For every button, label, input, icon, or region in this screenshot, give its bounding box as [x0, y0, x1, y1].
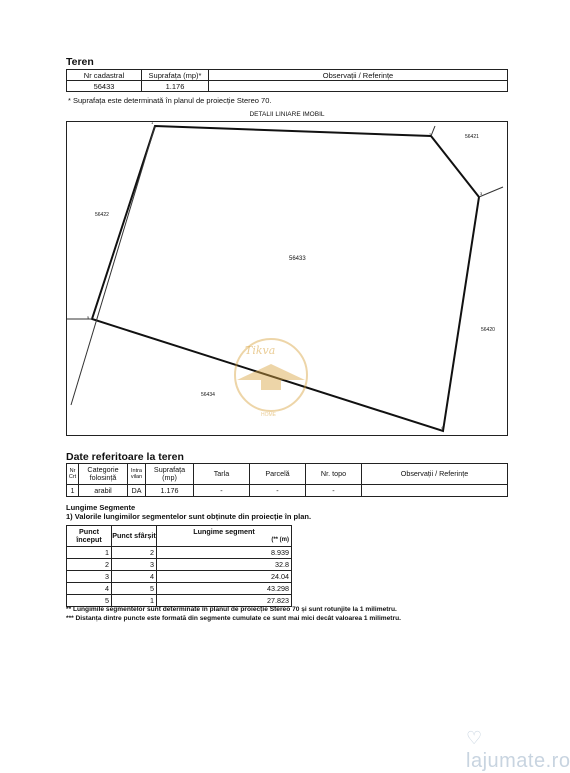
- cell-nr-topo: -: [306, 485, 362, 497]
- logo-sub: HOME: [261, 412, 276, 418]
- table-header-row: [67, 526, 292, 547]
- header-categorie: Categorie folosință: [79, 464, 128, 485]
- teren-footnote: * Suprafața este determinată în planul de proiecție Stereo 70.: [68, 96, 272, 105]
- header-observatii: Observații / Referințe: [362, 464, 508, 485]
- table-header-row: [67, 464, 508, 485]
- corner-label: 5: [87, 315, 90, 320]
- header-punct-inceput: Punct început: [67, 526, 112, 547]
- cell-start: 1: [67, 547, 112, 559]
- header-suprafata: Suprafața (mp)*: [142, 70, 209, 81]
- table-row: [67, 81, 508, 92]
- header-punct-sfarsit: Punct sfârșit: [112, 526, 157, 547]
- cell-end: 3: [112, 559, 157, 571]
- cell-length: 27.823: [157, 595, 292, 607]
- segmente-subtitle: 1) Valorile lungimilor segmentelor sunt obținute din proiecție în plan.: [66, 512, 312, 521]
- site-watermark-text: lajumate.ro: [466, 750, 570, 772]
- cell-end: 4: [112, 571, 157, 583]
- cell-end: 5: [112, 583, 157, 595]
- header-suprafata: Suprafața (mp): [146, 464, 194, 485]
- segmente-title: Lungime Segmente: [66, 503, 136, 512]
- cell-start: 4: [67, 583, 112, 595]
- table-row: [67, 559, 292, 571]
- neighbor-line: [479, 187, 503, 197]
- cell-start: 3: [67, 571, 112, 583]
- cell-nr-cadastral: 56433: [67, 81, 142, 92]
- neighbor-label: 56420: [481, 327, 495, 333]
- plan-frame: [66, 121, 508, 436]
- header-lungime-unit: (** (m): [271, 537, 289, 543]
- neighbor-line: [431, 126, 435, 136]
- table-row: [67, 583, 292, 595]
- referitoare-title: Date referitoare la teren: [66, 451, 184, 463]
- neighbor-line: [71, 126, 155, 405]
- cell-suprafata: 1.176: [146, 485, 194, 497]
- table-row: [67, 485, 508, 497]
- cell-intravilan: DA: [128, 485, 146, 497]
- cell-categorie: arabil: [79, 485, 128, 497]
- teren-title: Teren: [66, 56, 94, 68]
- cell-suprafata: 1.176: [142, 81, 209, 92]
- cell-start: 2: [67, 559, 112, 571]
- cell-observatii: [362, 485, 508, 497]
- header-nr-crt: Nr Crt: [67, 464, 79, 485]
- cell-start: 5: [67, 595, 112, 607]
- neighbor-label: 56421: [465, 134, 479, 140]
- cell-tarla: -: [194, 485, 250, 497]
- table-row: [67, 571, 292, 583]
- cell-length: 8.939: [157, 547, 292, 559]
- heart-icon: ♡: [466, 728, 483, 748]
- cell-length: 43.298: [157, 583, 292, 595]
- site-watermark: [466, 727, 570, 773]
- cell-end: 1: [112, 595, 157, 607]
- cell-parcela: -: [250, 485, 306, 497]
- header-lungime: [157, 526, 292, 547]
- table-row: [67, 595, 292, 607]
- cell-length: 32.8: [157, 559, 292, 571]
- corner-label: 4: [441, 425, 444, 430]
- logo-text: Tikva: [245, 344, 276, 357]
- cell-length: 24.04: [157, 571, 292, 583]
- header-nr-topo: Nr. topo: [306, 464, 362, 485]
- table-header-row: [67, 70, 508, 81]
- header-tarla: Tarla: [194, 464, 250, 485]
- corner-label: 3: [480, 191, 483, 196]
- corner-label: 1: [151, 120, 154, 125]
- segmente-table: [66, 525, 292, 607]
- parcel-drawing: [67, 122, 507, 435]
- teren-table: [66, 69, 508, 92]
- cell-observatii: [209, 81, 508, 92]
- header-nr-cadastral: Nr cadastral: [67, 70, 142, 81]
- center-parcel-label: 56433: [289, 256, 306, 262]
- parcel-outline: [92, 126, 479, 431]
- neighbor-label: 56434: [201, 392, 215, 398]
- header-lungime-label: Lungime segment: [193, 527, 255, 536]
- header-intravilan: Intra vilan: [128, 464, 146, 485]
- plan-title: DETALII LINIARE IMOBIL: [249, 111, 325, 118]
- corner-label: 2: [429, 132, 432, 137]
- table-row: [67, 547, 292, 559]
- header-parcela: Parcelă: [250, 464, 306, 485]
- neighbor-label: 56422: [95, 212, 109, 218]
- header-observatii: Observații / Referințe: [209, 70, 508, 81]
- cell-nr-crt: 1: [67, 485, 79, 497]
- segmente-note-2: *** Distanța dintre puncte este formată din segmente cumulate ce sunt mai mici decât valoarea 1 milimetru.: [66, 615, 401, 622]
- cell-end: 2: [112, 547, 157, 559]
- referitoare-table: [66, 463, 508, 497]
- segmente-note-1: ** Lungimile segmentelor sunt determinate în planul de proiecție Stereo 70 și sunt rotunjite la 1 milimetru.: [66, 606, 397, 613]
